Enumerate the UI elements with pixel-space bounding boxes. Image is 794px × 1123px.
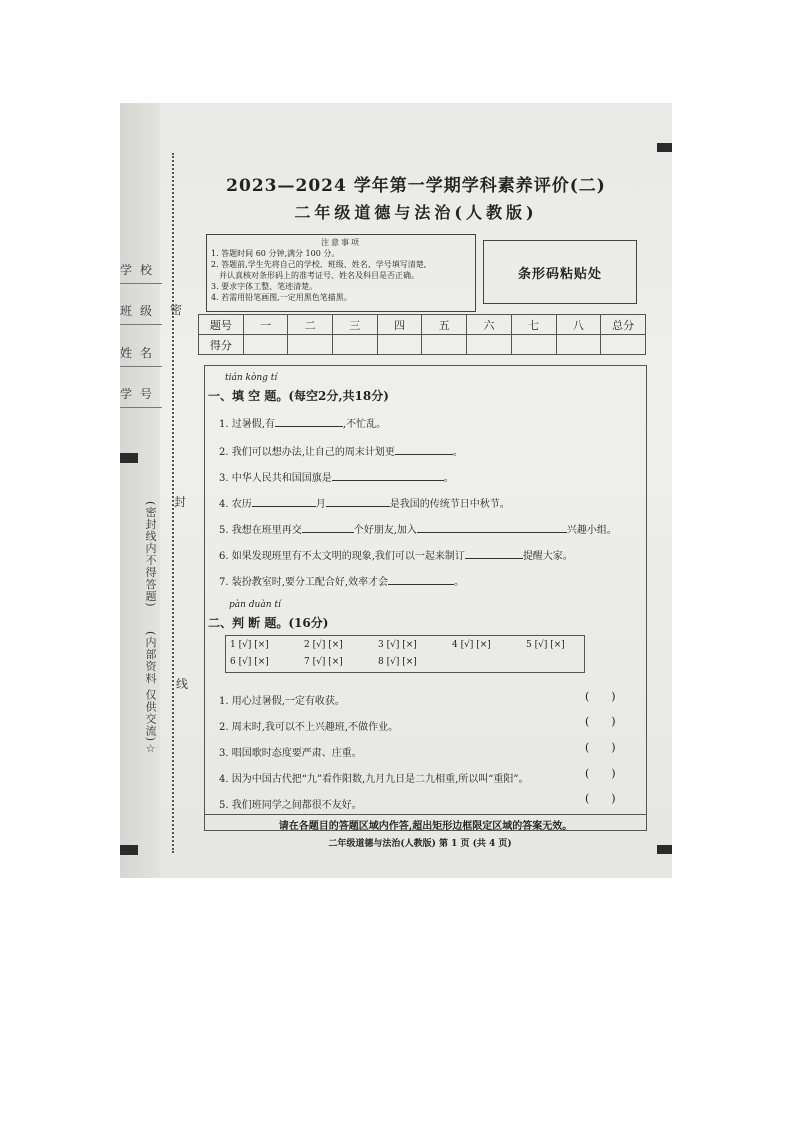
section1-pinyin: tián kòng tí <box>225 373 278 383</box>
exam-title: 2023—2024 学年第一学期学科素养评价(二) <box>226 176 606 196</box>
judge-answer-cell[interactable]: 1 [√] [×] <box>230 640 269 650</box>
corner-mark <box>120 845 138 855</box>
fill-question-3: 3. 中华人民共和国国旗是 。 <box>219 469 454 484</box>
seal-char-feng: 封 <box>174 495 187 509</box>
seal-char-mi: 密 <box>170 303 183 317</box>
judge-answer-cell[interactable]: 3 [√] [×] <box>378 640 417 650</box>
answer-area-notice: 请在各题目的答题区域内作答,超出矩形边框限定区域的答案无效。 <box>205 814 646 832</box>
vertical-note-internal: (内部资料 仅供交流)☆ <box>144 631 157 757</box>
notice-item: 3. 要求字体工整、笔迹清楚。 <box>211 282 318 291</box>
answer-blank[interactable] <box>332 470 444 481</box>
corner-mark <box>657 143 672 152</box>
score-input-cell[interactable] <box>601 335 646 355</box>
answer-blank[interactable] <box>417 522 567 533</box>
score-input-cell[interactable] <box>288 335 333 355</box>
score-input-cell[interactable] <box>243 335 288 355</box>
answer-area <box>204 365 647 831</box>
score-header-cell: 四 <box>377 315 422 335</box>
score-input-cell[interactable] <box>467 335 512 355</box>
notice-heading: 注意事项 <box>321 238 361 247</box>
fill-question-7: 7. 装扮教室时,要分工配合好,效率才会 。 <box>219 573 464 588</box>
score-input-cell[interactable] <box>556 335 601 355</box>
score-input-cell[interactable] <box>333 335 378 355</box>
judge-question-2: 2. 周末时,我可以不上兴趣班,不做作业。 <box>219 722 399 733</box>
barcode-area: 条形码粘贴处 <box>483 240 637 304</box>
judge-answer-paren[interactable]: ( ) <box>585 767 616 780</box>
score-header-cell: 六 <box>467 315 512 335</box>
binding-strip <box>120 103 160 878</box>
score-header-cell: 七 <box>511 315 556 335</box>
score-header-cell: 题号 <box>199 315 244 335</box>
score-label-cell: 得分 <box>199 335 244 355</box>
score-header-cell: 五 <box>422 315 467 335</box>
score-header-cell: 八 <box>556 315 601 335</box>
fill-question-4: 4. 农历 月 是我国的传统节日中秋节。 <box>219 495 510 510</box>
notice-item: 并认真核对条形码上的准考证号、姓名及科目是否正确。 <box>219 271 419 280</box>
score-header-cell: 一 <box>243 315 288 335</box>
answer-blank[interactable] <box>252 496 316 507</box>
answer-blank[interactable] <box>388 574 454 585</box>
section1-title: 一、填 空 题。(每空2分,共18分) <box>208 389 389 403</box>
judge-answer-paren[interactable]: ( ) <box>585 792 616 805</box>
notice-box <box>206 234 476 312</box>
judge-question-1: 1. 用心过暑假,一定有收获。 <box>219 696 345 707</box>
fill-question-2: 2. 我们可以想办法,让自己的周末计划更 。 <box>219 443 463 458</box>
answer-blank[interactable] <box>275 416 343 427</box>
exam-subtitle: 二年级道德与法治(人教版) <box>294 203 538 222</box>
judge-answer-cell[interactable]: 5 [√] [×] <box>526 640 565 650</box>
judge-answer-cell[interactable]: 4 [√] [×] <box>452 640 491 650</box>
corner-mark <box>657 845 672 854</box>
notice-item: 4. 若需用铅笔画图,一定用黑色笔描黑。 <box>211 293 352 302</box>
judge-answer-cell[interactable]: 2 [√] [×] <box>304 640 343 650</box>
score-input-cell[interactable] <box>422 335 467 355</box>
score-input-cell[interactable] <box>377 335 422 355</box>
judge-question-3: 3. 唱国歌时态度要严肃、庄重。 <box>219 748 362 759</box>
judge-answer-paren[interactable]: ( ) <box>585 741 616 754</box>
score-input-cell[interactable] <box>511 335 556 355</box>
judge-answer-cell[interactable]: 7 [√] [×] <box>304 657 343 667</box>
score-header-cell: 总分 <box>601 315 646 335</box>
score-header-row <box>199 315 646 335</box>
answer-blank[interactable] <box>326 496 390 507</box>
score-header-cell: 二 <box>288 315 333 335</box>
section2-title: 二、判 断 题。(16分) <box>208 616 329 630</box>
judge-answer-paren[interactable]: ( ) <box>585 715 616 728</box>
judge-question-4: 4. 因为中国古代把“九”看作阳数,九月九日是二九相重,所以叫“重阳”。 <box>219 774 529 785</box>
fill-question-5: 5. 我想在班里再交 个好朋友,加入 兴趣小组。 <box>219 521 617 536</box>
notice-item: 2. 答题前,学生先将自己的学校、班级、姓名、学号填写清楚, <box>211 260 427 269</box>
judge-answer-cell[interactable]: 8 [√] [×] <box>378 657 417 667</box>
answer-blank[interactable] <box>465 548 523 559</box>
score-table <box>198 314 646 355</box>
seal-char-xian: 线 <box>176 677 189 691</box>
vertical-note-no-answer: (密封线内不得答题) <box>144 501 157 608</box>
fill-question-6: 6. 如果发现班里有不太文明的现象,我们可以一起来制订 提醒大家。 <box>219 547 573 562</box>
judge-answer-paren[interactable]: ( ) <box>585 690 616 703</box>
answer-blank[interactable] <box>302 522 354 533</box>
fill-question-1: 1. 过暑假,有 ,不忙乱。 <box>219 415 386 430</box>
corner-mark <box>120 453 138 463</box>
judge-answer-cell[interactable]: 6 [√] [×] <box>230 657 269 667</box>
answer-blank[interactable] <box>395 444 453 455</box>
exam-photo: 学校 班级 姓名 学号 密 封 线 (密封线内不得答题) (内部资料 仅供交流)☆ 2023—2024 学年第一学期学科素养评价(二) 二年级道德与法治(人教版) 注意事项 1. 答题时间 60 分钟,满分 100 分。 2. 答题前,学生先将自己的学校、班级、姓名、学号填写清楚, 并认真核对条形码上的准考证号、姓名及科目是否正确。 3. 要求字体工整、笔迹清楚。 4. 若需用铅笔画图,一定用黑色笔描黑。 条形码粘贴处 题号 一 二 三 四 五 六 七 八 总分 得分 tián kòng tí 一、填 空 题。(每空2分,共18分) 1. 过暑假,有 ,不忙乱。 2. 我们可以想办法,让自己的周末计划更 。 3. 中华人民共和国国旗是 。 4. 农历 月 是我国的传统节日中秋节。 5. 我想在班里再交 个好朋友,加入 兴趣小组。 6. 如果发现班里有不太文明的现象,我们可以一起来制订 提醒大家。 7. 装扮教室时,要分工配合好,效率才会 。 pàn duàn tí 二、判 断 题。(16分) 1 [√] [×] 2 [√] [×] 3 [√] [×] 4 [√] [×] 5 [√] [×] 6 [√] [×] 7 [√] [×] 8 [√] [×] 1. 用心过暑假,一定有收获。 ( ) 2. 周末时,我可以不上兴趣班,不做作业。 ( ) 3. 唱国歌时态度要严肃、庄重。 ( ) 4. 因为中国古代把“九”看作阳数,九月九日是二九相重,所以叫“重阳”。 ( ) 5. 我们班同学之间都很不友好。 ( ) 请在各题目的答题区域内作答,超出矩形边框限定区域的答案无效。 二年级道德与法治(人教版) 第 1 页 (共 4 页) <box>120 103 672 878</box>
section2-pinyin: pàn duàn tí <box>229 600 281 610</box>
page-footer: 二年级道德与法治(人教版) 第 1 页 (共 4 页) <box>328 839 512 849</box>
score-header-cell: 三 <box>333 315 378 335</box>
judge-question-5: 5. 我们班同学之间都很不友好。 <box>219 800 362 811</box>
notice-item: 1. 答题时间 60 分钟,满分 100 分。 <box>211 249 340 258</box>
judge-answer-box <box>225 635 585 673</box>
score-value-row <box>199 335 646 355</box>
